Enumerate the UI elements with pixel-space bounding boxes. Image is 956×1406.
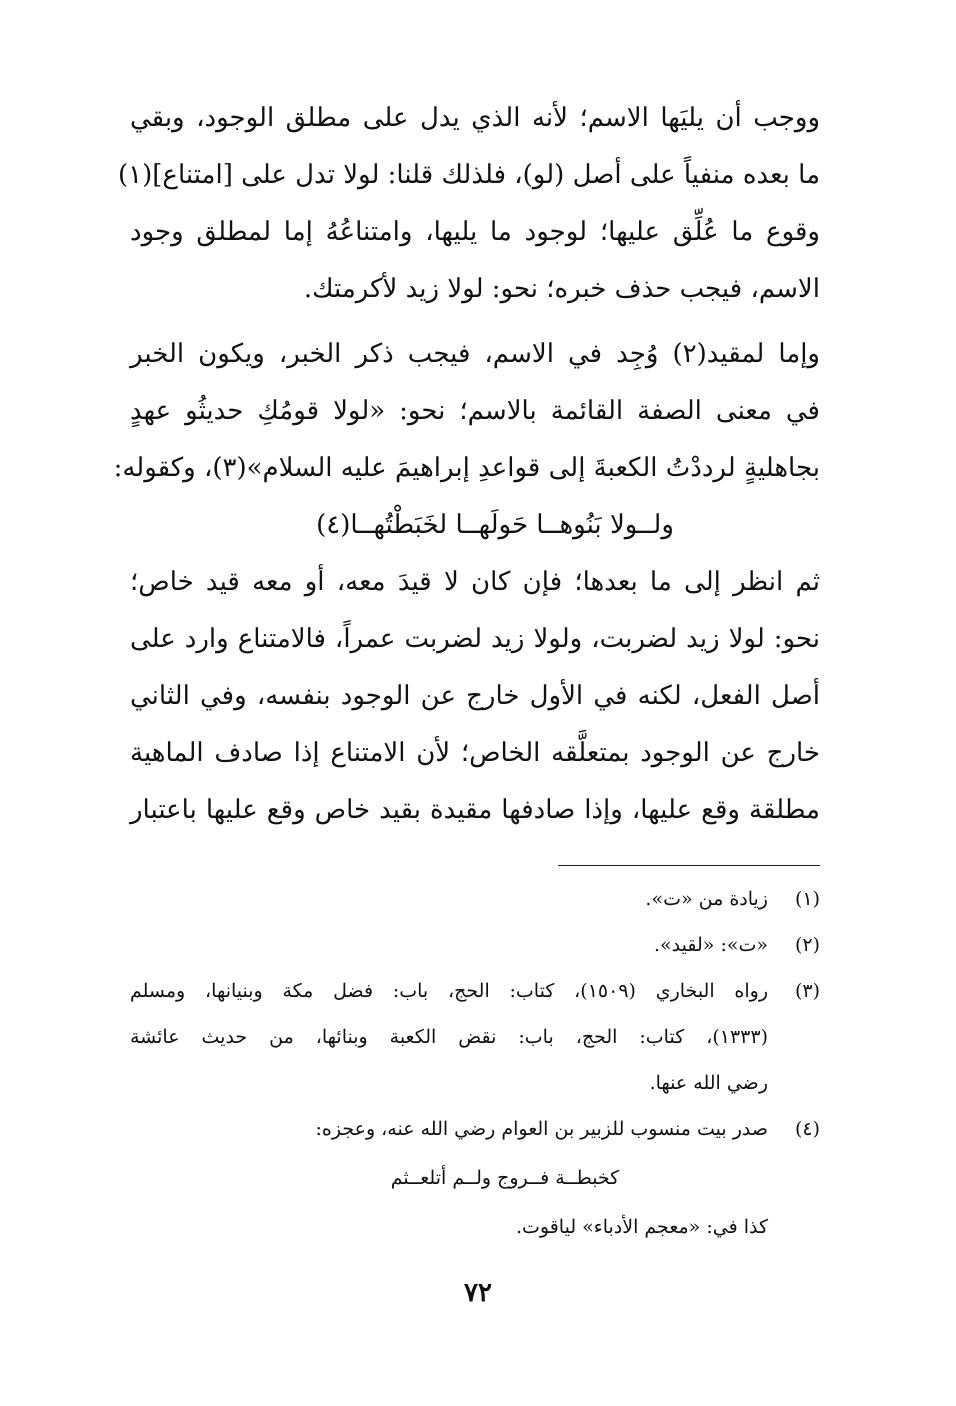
text-line: وإما لمقيد(٢) وُجِد في الاسم، فيجب ذكر الخبر، ويكون الخبر <box>130 339 820 369</box>
footnote-source: كذا في: «معجم الأدباء» لياقوت. <box>515 1216 768 1238</box>
footnote-4 <box>130 1106 820 1152</box>
footnote-3 <box>130 968 820 1106</box>
main-text <box>113 90 820 839</box>
text-line: وقوع ما عُلِّق عليها؛ لوجود ما يليها، وامتناعُهُ إما لمطلق وجود <box>130 217 820 247</box>
footnote-text: صدر بيت منسوب للزبير بن العوام رضي الله عنه، وعجزه: <box>315 1118 768 1140</box>
footnote-text: رضي الله عنها. <box>649 1072 768 1094</box>
text-line: الاسم، فيجب حذف خبره؛ نحو: لولا زيد لأكرمتك. <box>303 274 820 304</box>
footnote-number: (٢) <box>794 934 820 956</box>
footnote-number: (٣) <box>794 980 820 1002</box>
footnotes <box>130 876 820 1250</box>
text-line: مطلقة وقع عليها، وإذا صادفها مقيدة بقيد خاص وقع عليها باعتبار <box>130 795 820 825</box>
text-line: في معنى الصفة القائمة بالاسم؛ نحو: «لولا قومُكِ حديثُو عهدٍ <box>130 396 820 426</box>
page-number: ٧٢ <box>464 1278 492 1308</box>
footnote-number: (٤) <box>794 1118 820 1140</box>
footnote-2 <box>130 922 820 968</box>
footnote-text: زيادة من «ت». <box>645 888 768 910</box>
footnote-text: رواه البخاري (١٥٠٩)، كتاب: الحج، باب: فضل مكة وبنيانها، ومسلم <box>130 980 768 1002</box>
text-line: ما بعده منفياً على أصل (لو)، فلذلك قلنا: لولا تدل على [امتناع](١) <box>118 160 820 190</box>
text-line: بجاهليةٍ لرددْتُ الكعبةَ إلى قواعدِ إبراهيمَ عليه السلام»(٣)، وكقوله: <box>113 453 820 483</box>
footnote-1 <box>130 876 820 922</box>
footnote-text: (١٣٣٣)، كتاب: الحج، باب: نقض الكعبة وبنائها، من حديث عائشة <box>130 1026 768 1048</box>
footnote-number: (١) <box>794 888 820 910</box>
text-line: ثم انظر إلى ما بعدها؛ فإن كان لا قيدَ معه، أو معه قيد خاص؛ <box>130 567 820 597</box>
text-line: خارج عن الوجود بمتعلَّقه الخاص؛ لأن الامتناع إذا صادف الماهية <box>130 738 820 768</box>
footnote-verse: كخبطــة فــروج ولــم أتلعــثم <box>390 1167 620 1189</box>
footnote-text: «ت»: «لقيد». <box>654 934 768 956</box>
text-line: نحو: لولا زيد لضربت، ولولا زيد لضربت عمراً، فالامتناع وارد على <box>130 624 820 654</box>
text-line: أصل الفعل، لكنه في الأول خارج عن الوجود بنفسه، وفي الثاني <box>130 681 820 711</box>
footnote-separator <box>558 865 820 866</box>
poetry-verse: ولــولا بَنُوهــا حَولَهــا لخَبَطْتُهــا(٤) <box>316 510 674 540</box>
text-line: ووجب أن يليَها الاسم؛ لأنه الذي يدل على مطلق الوجود، وبقي <box>130 103 820 133</box>
